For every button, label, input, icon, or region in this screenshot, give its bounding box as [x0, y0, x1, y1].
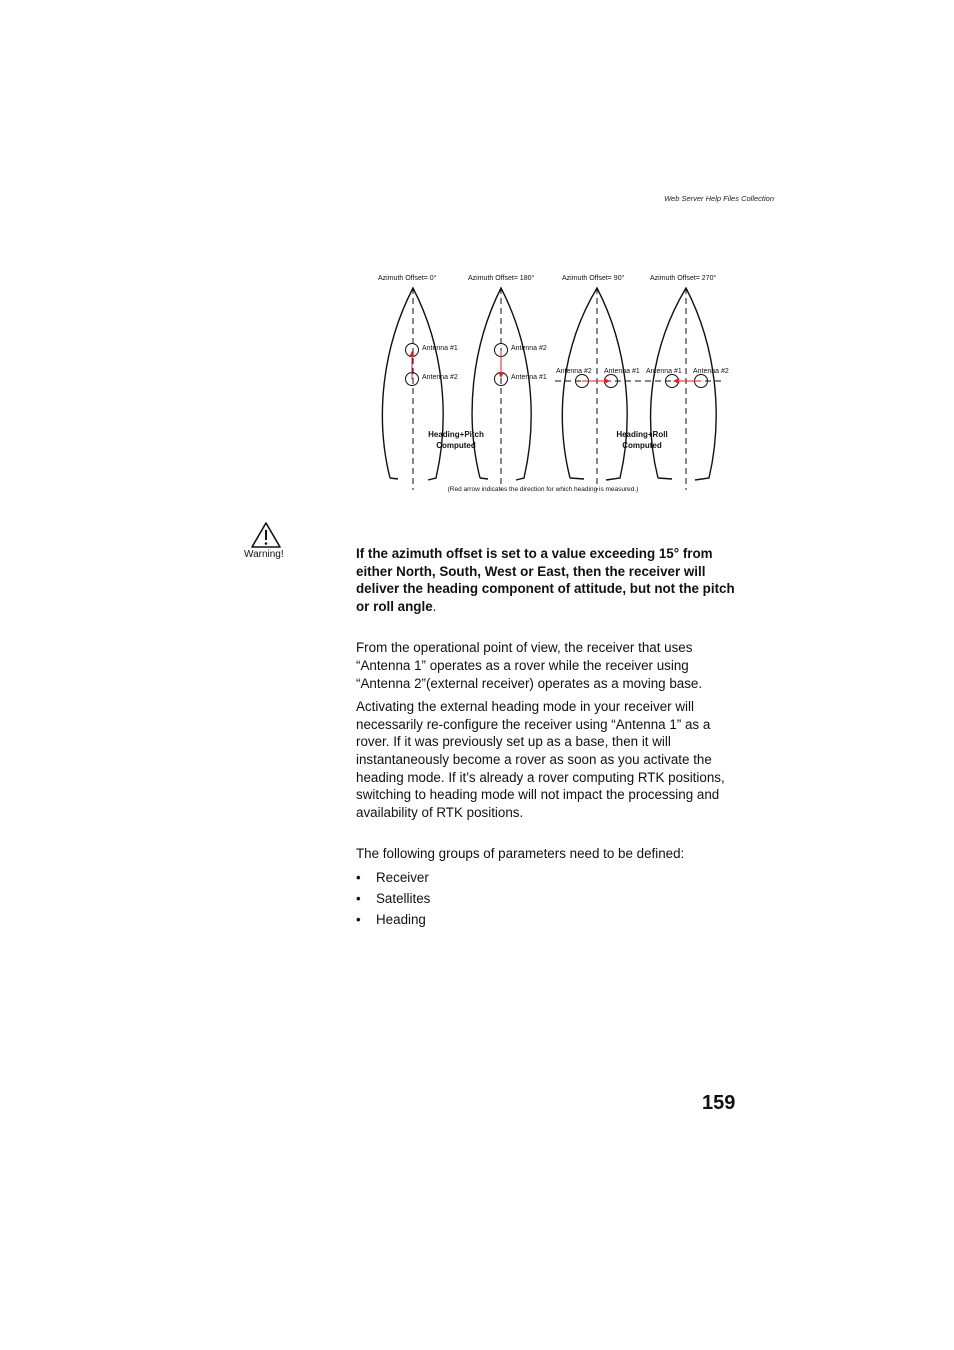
warning-text-end: .: [432, 598, 437, 614]
warning-text-bold: If the azimuth offset is set to a value exceeding 15° from either North, South, West or East, then the receiver will deliver the heading component of attitude, but not the pitch or roll angle: [356, 546, 735, 614]
parameter-groups-list: [356, 869, 746, 932]
body-content: [356, 545, 746, 932]
offset-label-0: Azimuth Offset= 0°: [378, 275, 437, 282]
boat-hull-2: [472, 288, 531, 480]
warning-label: Warning!: [244, 549, 284, 560]
antenna-offset-figure: [370, 268, 750, 500]
list-item: • Satellites: [356, 890, 746, 911]
antenna-label: Antenna #2: [556, 368, 592, 375]
warning-text: [356, 545, 746, 615]
list-item: • Receiver: [356, 869, 746, 890]
offset-label-180: Azimuth Offset= 180°: [468, 275, 535, 282]
page-number: 159: [702, 1092, 736, 1114]
offset-label-270: Azimuth Offset= 270°: [650, 275, 717, 282]
list-item: • Heading: [356, 911, 746, 932]
warning-triangle-icon: [250, 521, 282, 549]
figure-caption: (Red arrow indicates the direction for which heading is measured.): [447, 486, 639, 493]
antenna-label: Antenna #1: [646, 368, 682, 375]
antenna-label: Antenna #1: [511, 374, 547, 381]
antenna-label: Antenna #2: [422, 374, 458, 381]
offset-label-90: Azimuth Offset= 90°: [562, 275, 625, 282]
boat-hull-3: [562, 288, 627, 480]
paragraph-operational: From the operational point of view, the receiver that uses “Antenna 1” operates as a rover while the receiver using “Antenna 2”(external receiver) operates as a moving base.: [356, 640, 703, 691]
paragraph-groups: The following groups of parameters need to be defined:: [356, 846, 685, 862]
pitch-label-line1: Heading+Pitch: [428, 430, 484, 439]
roll-label-line2: Computed: [622, 441, 662, 450]
antenna-label: Antenna #1: [422, 345, 458, 352]
boat-diagram: [370, 268, 750, 500]
antenna-label: Antenna #2: [693, 368, 729, 375]
antenna-label: Antenna #1: [604, 368, 640, 375]
roll-label-line1: Heading+Roll: [616, 430, 668, 439]
paragraph-activating: Activating the external heading mode in your receiver will necessarily re-configure the receiver using “Antenna 1” as a rover. If it was previously set up as a base, then it will instantaneously become a rover as soon as you activate the heading mode. If it’s already a rover computing RTK positions, switching to heading mode will not impact the processing and availability of RTK positions.: [356, 699, 725, 820]
pitch-label-line2: Computed: [436, 441, 476, 450]
running-header: Web Server Help Files Collection: [664, 194, 774, 203]
antenna-label: Antenna #2: [511, 345, 547, 352]
